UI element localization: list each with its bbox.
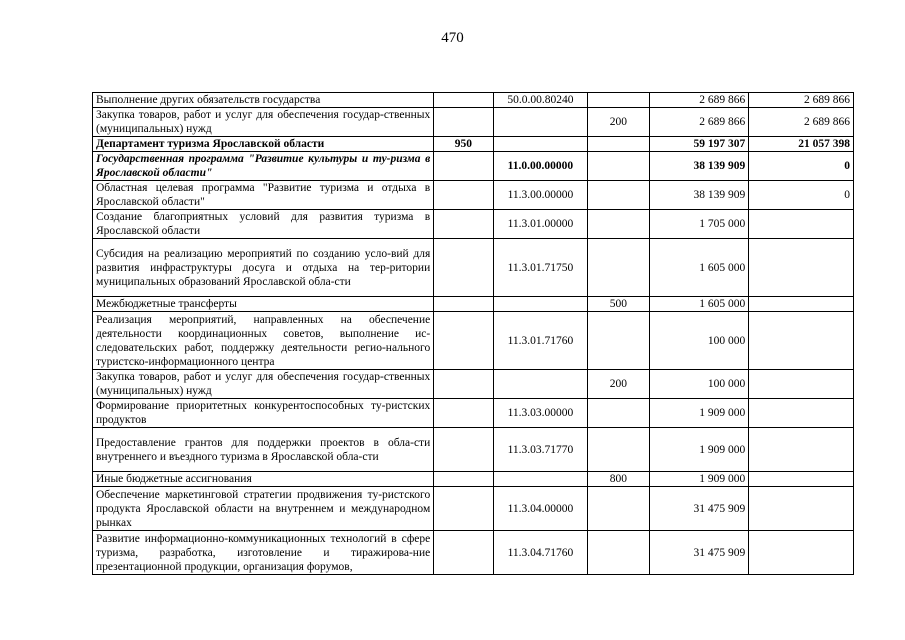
row-type-cell	[588, 531, 649, 575]
row-amount-1-cell: 1 605 000	[649, 239, 749, 297]
row-dept-cell	[434, 210, 493, 239]
row-name-cell: Создание благоприятных условий для развития туризма в Ярославской области	[93, 210, 434, 239]
row-type-cell: 800	[588, 472, 649, 487]
row-name-cell: Формирование приоритетных конкурентоспособных ту-ристских продуктов	[93, 399, 434, 428]
row-amount-1-cell: 2 689 866	[649, 108, 749, 137]
row-dept-cell	[434, 428, 493, 472]
row-name-cell: Субсидия на реализацию мероприятий по созданию усло-вий для развития инфраструктуры досуга и отдыха на тер-ритории муниципальных образований Ярославской обла-сти	[93, 239, 434, 297]
row-amount-2-cell	[749, 297, 854, 312]
row-type-cell: 200	[588, 108, 649, 137]
row-name-cell: Закупка товаров, работ и услуг для обеспечения государ-ственных (муниципальных) нужд	[93, 108, 434, 137]
table-row	[93, 370, 854, 399]
row-name-cell: Реализация мероприятий, направленных на обеспечение деятельности координационных советов, выполнение ис-следовательских работ, поддержку деятельности регио-нального туристско-информационного центра	[93, 312, 434, 370]
row-code-cell: 50.0.00.80240	[493, 93, 588, 108]
row-name-cell: Выполнение других обязательств государства	[93, 93, 434, 108]
row-code-cell	[493, 108, 588, 137]
row-type-cell	[588, 428, 649, 472]
row-dept-cell	[434, 181, 493, 210]
row-dept-cell	[434, 370, 493, 399]
table-row	[93, 239, 854, 297]
row-amount-2-cell	[749, 312, 854, 370]
row-amount-1-cell: 100 000	[649, 370, 749, 399]
table-row	[93, 428, 854, 472]
row-code-cell: 11.3.04.71760	[493, 531, 588, 575]
row-code-cell	[493, 297, 588, 312]
row-dept-cell	[434, 472, 493, 487]
table-row	[93, 108, 854, 137]
row-amount-1-cell: 1 705 000	[649, 210, 749, 239]
row-dept-cell: 950	[434, 137, 493, 152]
row-amount-2-cell	[749, 487, 854, 531]
row-dept-cell	[434, 531, 493, 575]
row-type-cell	[588, 152, 649, 181]
row-type-cell	[588, 210, 649, 239]
row-name-cell: Закупка товаров, работ и услуг для обеспечения государ-ственных (муниципальных) нужд	[93, 370, 434, 399]
row-type-cell	[588, 181, 649, 210]
row-name-cell: Иные бюджетные ассигнования	[93, 472, 434, 487]
row-amount-1-cell: 38 139 909	[649, 152, 749, 181]
row-amount-1-cell: 100 000	[649, 312, 749, 370]
row-amount-1-cell: 2 689 866	[649, 93, 749, 108]
row-amount-1-cell: 59 197 307	[649, 137, 749, 152]
row-type-cell	[588, 487, 649, 531]
row-code-cell: 11.3.04.00000	[493, 487, 588, 531]
row-amount-2-cell: 0	[749, 181, 854, 210]
row-amount-2-cell	[749, 399, 854, 428]
row-amount-2-cell: 2 689 866	[749, 93, 854, 108]
row-amount-1-cell: 31 475 909	[649, 531, 749, 575]
row-name-cell: Департамент туризма Ярославской области	[93, 137, 434, 152]
row-code-cell: 11.3.01.71750	[493, 239, 588, 297]
row-amount-1-cell: 38 139 909	[649, 181, 749, 210]
row-type-cell: 200	[588, 370, 649, 399]
row-code-cell: 11.0.00.00000	[493, 152, 588, 181]
page-number: 470	[441, 30, 464, 46]
row-amount-2-cell	[749, 370, 854, 399]
row-name-cell: Предоставление грантов для поддержки проектов в обла-сти внутреннего и въездного туризма в Ярославской обла-сти	[93, 428, 434, 472]
row-amount-2-cell	[749, 472, 854, 487]
row-type-cell	[588, 93, 649, 108]
row-amount-2-cell	[749, 531, 854, 575]
table-row	[93, 297, 854, 312]
row-amount-1-cell: 31 475 909	[649, 487, 749, 531]
row-name-cell: Государственная программа "Развитие культуры и ту-ризма в Ярославской области"	[93, 152, 434, 181]
budget-table-body	[93, 93, 854, 575]
row-name-cell: Межбюджетные трансферты	[93, 297, 434, 312]
row-amount-1-cell: 1 605 000	[649, 297, 749, 312]
row-amount-2-cell: 21 057 398	[749, 137, 854, 152]
row-amount-2-cell: 0	[749, 152, 854, 181]
table-row	[93, 152, 854, 181]
row-dept-cell	[434, 399, 493, 428]
row-amount-2-cell	[749, 210, 854, 239]
row-code-cell: 11.3.01.00000	[493, 210, 588, 239]
row-type-cell: 500	[588, 297, 649, 312]
row-type-cell	[588, 137, 649, 152]
row-dept-cell	[434, 487, 493, 531]
row-dept-cell	[434, 108, 493, 137]
row-code-cell: 11.3.03.00000	[493, 399, 588, 428]
row-amount-2-cell: 2 689 866	[749, 108, 854, 137]
row-code-cell	[493, 370, 588, 399]
row-dept-cell	[434, 239, 493, 297]
row-code-cell: 11.3.03.71770	[493, 428, 588, 472]
row-amount-1-cell: 1 909 000	[649, 472, 749, 487]
table-row	[93, 181, 854, 210]
row-amount-2-cell	[749, 428, 854, 472]
row-type-cell	[588, 399, 649, 428]
table-row	[93, 472, 854, 487]
table-row	[93, 487, 854, 531]
row-code-cell	[493, 472, 588, 487]
row-code-cell: 11.3.01.71760	[493, 312, 588, 370]
row-dept-cell	[434, 297, 493, 312]
row-dept-cell	[434, 152, 493, 181]
row-code-cell	[493, 137, 588, 152]
row-name-cell: Областная целевая программа "Развитие туризма и отдыха в Ярославской области"	[93, 181, 434, 210]
table-row	[93, 399, 854, 428]
row-dept-cell	[434, 93, 493, 108]
table-row	[93, 210, 854, 239]
table-row	[93, 312, 854, 370]
row-name-cell: Обеспечение маркетинговой стратегии продвижения ту-ристского продукта Ярославской области на внутреннем и международном рынках	[93, 487, 434, 531]
table-row	[93, 531, 854, 575]
budget-table	[92, 92, 854, 575]
row-type-cell	[588, 239, 649, 297]
row-name-cell: Развитие информационно-коммуникационных технологий в сфере туризма, разработка, изготовление и тиражирова-ние презентационной продукции, организация форумов,	[93, 531, 434, 575]
row-type-cell	[588, 312, 649, 370]
row-amount-1-cell: 1 909 000	[649, 399, 749, 428]
table-row	[93, 93, 854, 108]
row-amount-2-cell	[749, 239, 854, 297]
row-dept-cell	[434, 312, 493, 370]
table-row	[93, 137, 854, 152]
row-amount-1-cell: 1 909 000	[649, 428, 749, 472]
row-code-cell: 11.3.00.00000	[493, 181, 588, 210]
